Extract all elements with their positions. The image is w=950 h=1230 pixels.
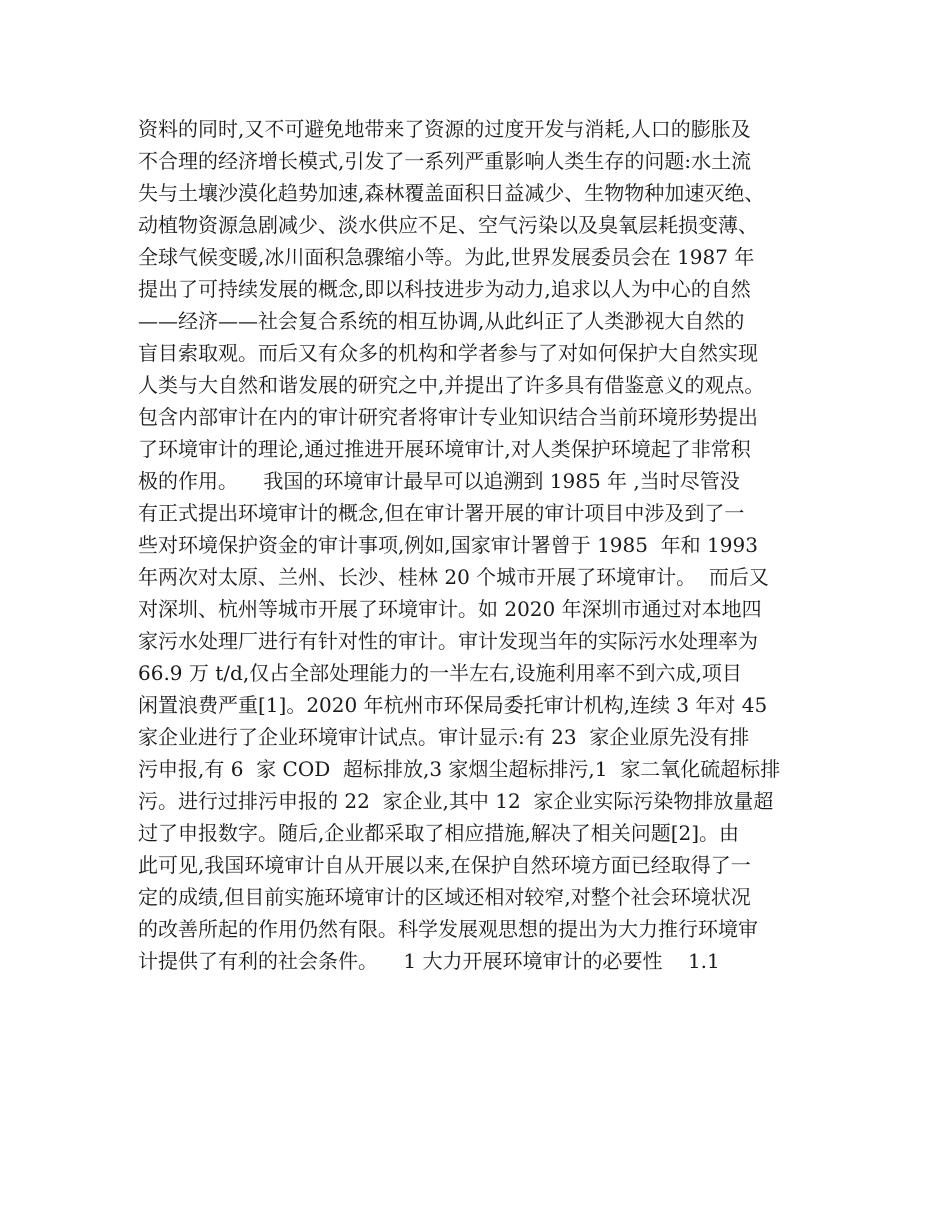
text-line: 计提供了有利的社会条件。 1 大力开展环境审计的必要性 1.1 — [138, 949, 720, 973]
text-line: 极的作用。 我国的环境审计最早可以追溯到 1985 年 ,当时尽管没 — [138, 469, 740, 493]
text-line: 污申报,有 6 家 COD 超标排放,3 家烟尘超标排污,1 家二氧化硫超标排 — [138, 757, 781, 781]
text-line: 污。进行过排污申报的 22 家企业,其中 12 家企业实际污染物排放量超 — [138, 789, 774, 813]
text-line: 不合理的经济增长模式,引发了一系列严重影响人类生存的问题:水土流 — [138, 149, 752, 173]
text-line: 的改善所起的作用仍然有限。科学发展观思想的提出为大力推行环境审 — [138, 917, 758, 941]
text-line: 家污水处理厂进行有针对性的审计。审计发现当年的实际污水处理率为 — [138, 629, 758, 653]
text-line: 定的成绩,但目前实施环境审计的区域还相对较窄,对整个社会环境状况 — [138, 885, 751, 909]
text-line: ——经济——社会复合系统的相互协调,从此纠正了人类渺视大自然的 — [138, 309, 745, 333]
text-line: 人类与大自然和谐发展的研究之中,并提出了许多具有借鉴意义的观点。 — [138, 373, 765, 397]
text-line: 包含内部审计在内的审计研究者将审计专业知识结合当前环境形势提出 — [138, 405, 758, 429]
text-line: 盲目索取观。而后又有众多的机构和学者参与了对如何保护大自然实现 — [138, 341, 758, 365]
text-line: 失与土壤沙漠化趋势加速,森林覆盖面积日益减少、生物物种加速灭绝、 — [138, 181, 765, 205]
text-line: 家企业进行了企业环境审计试点。审计显示:有 23 家企业原先没有排 — [138, 725, 750, 749]
text-line: 些对环境保护资金的审计事项,例如,国家审计署曾于 1985 年和 1993 — [138, 533, 758, 557]
text-line: 年两次对太原、兰州、长沙、桂林 20 个城市开展了环境审计。 而后又 — [138, 565, 769, 589]
text-line: 闲置浪费严重[1]。2020 年杭州市环保局委托审计机构,连续 3 年对 45 — [138, 693, 768, 717]
text-line: 全球气候变暖,冰川面积急骤缩小等。为此,世界发展委员会在 1987 年 — [138, 245, 755, 269]
text-line: 66.9 万 t/d,仅占全部处理能力的一半左右,设施利用率不到六成,项目 — [138, 661, 742, 685]
text-line: 提出了可持续发展的概念,即以科技进步为动力,追求以人为中心的自然 — [138, 277, 751, 301]
text-line: 过了申报数字。随后,企业都采取了相应措施,解决了相关问题[2]。由 — [138, 821, 740, 845]
text-line: 此可见,我国环境审计自从开展以来,在保护自然环境方面已经取得了一 — [138, 853, 751, 877]
text-line: 资料的同时,又不可避免地带来了资源的过度开发与消耗,人口的膨胀及 — [138, 117, 751, 141]
text-line: 了环境审计的理论,通过推进开展环境审计,对人类保护环境起了非常积 — [138, 437, 751, 461]
text-line: 对深圳、杭州等城市开展了环境审计。如 2020 年深圳市通过对本地四 — [138, 597, 762, 621]
body-text — [138, 113, 838, 977]
text-line: 有正式提出环境审计的概念,但在审计署开展的审计项目中涉及到了一 — [138, 501, 745, 525]
text-line: 动植物资源急剧减少、淡水供应不足、空气污染以及臭氧层耗损变薄、 — [138, 213, 758, 237]
